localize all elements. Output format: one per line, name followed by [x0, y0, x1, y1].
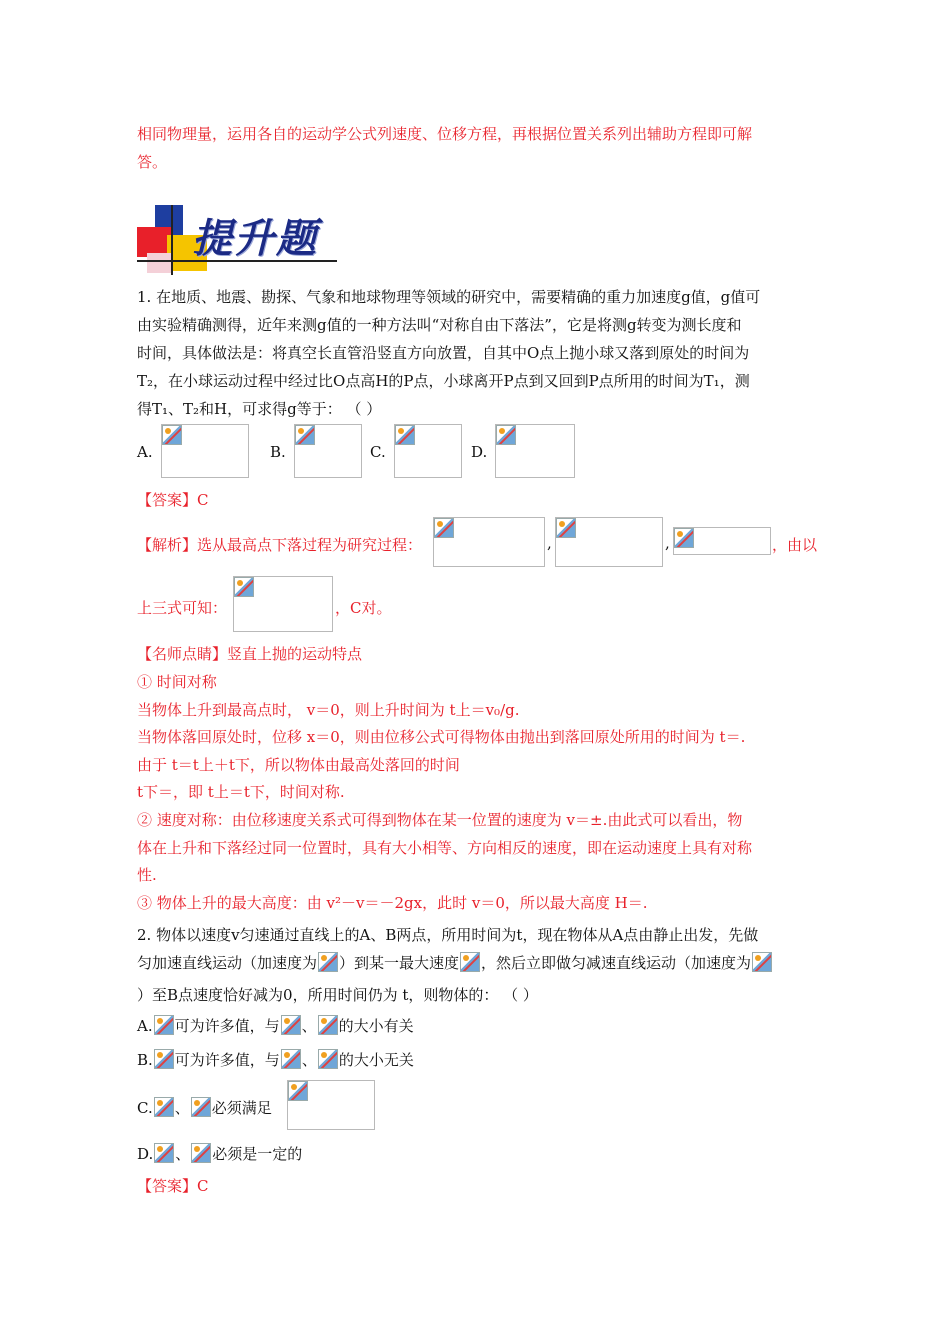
q1-option-d[interactable]: D. — [471, 443, 488, 461]
q1-line-4: T₂，在小球运动过程中经过比O点高H的P点，小球离开P点到又回到P点所用的时间为T₁，测 — [137, 372, 750, 390]
formula-icon — [281, 1015, 301, 1035]
q2-option-d-sep: 、 — [175, 1145, 191, 1163]
q2-option-b[interactable] — [137, 1049, 414, 1070]
tip1-a: 当物体上升到最高点时， v＝0，则上升时间为 t上＝v₀/g. — [137, 701, 520, 719]
broken-image-icon — [281, 1049, 301, 1069]
q2-option-a[interactable] — [137, 1015, 414, 1036]
q2-option-d-letter: D. — [137, 1145, 154, 1163]
vmax-formula — [460, 952, 480, 972]
tip1-b: 当物体落回原处时，位移 x＝0，则由位移公式可得物体由抛出到落回原处所用的时间为 t＝. — [137, 728, 746, 746]
q1-option-a[interactable]: A. — [137, 443, 153, 461]
tip2-c: 性. — [137, 866, 157, 884]
q2-option-d[interactable] — [137, 1143, 302, 1164]
analysis-line2-b: ，C对。 — [335, 599, 392, 617]
broken-image-icon — [434, 518, 454, 538]
tip2-b: 体在上升和下落经过同一位置时，具有大小相等、方向相反的速度，即在运动速度上具有对称 — [137, 839, 753, 857]
formula-icon — [281, 1049, 301, 1069]
broken-image-icon — [460, 952, 480, 972]
q2-line2-a: 匀加速直线运动（加速度为 — [137, 954, 318, 972]
formula-icon — [318, 1049, 338, 1069]
q2-line-3: ）至B点速度恰好减为0，所用时间仍为 t，则物体的： （ ） — [137, 986, 538, 1004]
q1-line-1: 1. 在地质、地震、勘探、气象和地球物理等领域的研究中，需要精确的重力加速度g值，g值可 — [137, 288, 761, 306]
q1-option-c[interactable]: C. — [370, 443, 386, 461]
q2-answer: 【答案】C — [137, 1177, 209, 1195]
q2-option-c[interactable] — [137, 1097, 272, 1118]
broken-image-icon — [556, 518, 576, 538]
analysis-line2-a: 上三式可知： — [137, 599, 228, 617]
tip-heading — [137, 643, 362, 664]
q1-analysis-formula-4 — [233, 576, 333, 632]
q1-option-a-formula — [161, 424, 249, 478]
q2-option-b-text1: 可为许多值，与 — [174, 1051, 280, 1069]
tip-label: 【名师点睛】 — [137, 645, 228, 663]
broken-image-icon — [281, 1015, 301, 1035]
broken-image-icon — [674, 528, 694, 548]
broken-image-icon — [496, 425, 516, 445]
formula-icon — [154, 1049, 174, 1069]
q2-option-c-text: 必须满足 — [211, 1099, 272, 1117]
analysis-tail: ，由以 — [772, 536, 818, 554]
q2-option-a-text2: 的大小有关 — [338, 1017, 414, 1035]
formula-icon — [154, 1097, 174, 1117]
formula-icon — [154, 1015, 174, 1035]
broken-image-icon — [154, 1143, 174, 1163]
q2-option-a-letter: A. — [137, 1017, 153, 1035]
q1-option-b-formula — [294, 424, 362, 478]
broken-image-icon — [191, 1097, 211, 1117]
q1-option-b[interactable]: B. — [270, 443, 286, 461]
broken-image-icon — [318, 1049, 338, 1069]
q2-option-a-text1: 可为许多值，与 — [174, 1017, 280, 1035]
q1-line-5: 得T₁、T₂和H，可求得g等于： （ ） — [137, 400, 382, 418]
broken-image-icon — [162, 425, 182, 445]
q2-option-c-letter: C. — [137, 1099, 153, 1117]
q2-option-d-text: 必须是一定的 — [212, 1145, 303, 1163]
tip1-title: ① 时间对称 — [137, 673, 217, 691]
tip1-c: 由于 t＝t上＋t下，所以物体由最高处落回的时间 — [137, 756, 460, 774]
broken-image-icon — [154, 1049, 174, 1069]
intro-line-1: 相同物理量，运用各自的运动学公式列速度、位移方程，再根据位置关系列出辅助方程即可解 — [137, 125, 753, 143]
broken-image-icon — [318, 952, 338, 972]
broken-image-icon — [234, 577, 254, 597]
tip2-a: ② 速度对称：由位移速度关系式可得到物体在某一位置的速度为 v＝±.由此式可以看出，物 — [137, 811, 743, 829]
q2-option-c-sep: 、 — [174, 1099, 190, 1117]
q2-line-1: 2. 物体以速度v匀速通过直线上的A、B两点，所用时间为t，现在物体从A点由静止出发，先做 — [137, 926, 759, 944]
broken-image-icon — [288, 1081, 308, 1101]
q1-line-3: 时间，具体做法是：将真空长直管沿竖直方向放置，自其中O点上抛小球又落到原处的时间为 — [137, 344, 750, 362]
accel-a1-formula — [318, 952, 338, 972]
broken-image-icon — [752, 952, 772, 972]
formula-icon — [191, 1097, 211, 1117]
q1-answer: 【答案】C — [137, 491, 209, 509]
sep-2: , — [665, 534, 670, 552]
broken-image-icon — [318, 1015, 338, 1035]
intro-line-2: 答。 — [137, 153, 168, 171]
q2-option-b-sep: 、 — [301, 1051, 317, 1069]
analysis-label: 【解析】 — [137, 536, 198, 554]
sep-1: , — [547, 534, 552, 552]
formula-icon — [191, 1143, 211, 1163]
q2-option-a-sep: 、 — [301, 1017, 317, 1035]
q2-line-2 — [137, 952, 773, 973]
q1-analysis-formula-2 — [555, 517, 663, 567]
section-banner — [137, 205, 337, 275]
q1-line-2: 由实验精确测得，近年来测g值的一种方法叫“对称自由下落法”，它是将测g转变为测长度和 — [137, 316, 742, 334]
q1-analysis-line — [137, 534, 422, 555]
broken-image-icon — [191, 1143, 211, 1163]
q1-analysis-formula-1 — [433, 517, 545, 567]
tip3: ③ 物体上升的最大高度：由 v²－v＝－2gx，此时 v＝0，所以最大高度 H＝. — [137, 894, 648, 912]
formula-icon — [318, 1015, 338, 1035]
q2-option-b-text2: 的大小无关 — [338, 1051, 414, 1069]
section-title: 提升题 — [192, 215, 318, 262]
q1-option-c-formula — [394, 424, 462, 478]
q1-option-d-formula — [495, 424, 575, 478]
broken-image-icon — [154, 1015, 174, 1035]
analysis-text: 选从最高点下落过程为研究过程： — [197, 536, 423, 554]
q1-analysis-formula-3 — [673, 527, 771, 555]
formula-icon — [154, 1143, 174, 1163]
q2-line2-b: ）到某一最大速度 — [339, 954, 460, 972]
accel-a2-formula — [752, 952, 772, 972]
broken-image-icon — [395, 425, 415, 445]
tip-title: 竖直上抛的运动特点 — [227, 645, 363, 663]
tip1-d: t下＝，即 t上＝t下，时间对称. — [137, 783, 345, 801]
broken-image-icon — [154, 1097, 174, 1117]
q2-option-b-letter: B. — [137, 1051, 153, 1069]
broken-image-icon — [295, 425, 315, 445]
q2-line2-c: ，然后立即做匀减速直线运动（加速度为 — [481, 954, 752, 972]
q2-option-c-formula — [287, 1080, 375, 1130]
